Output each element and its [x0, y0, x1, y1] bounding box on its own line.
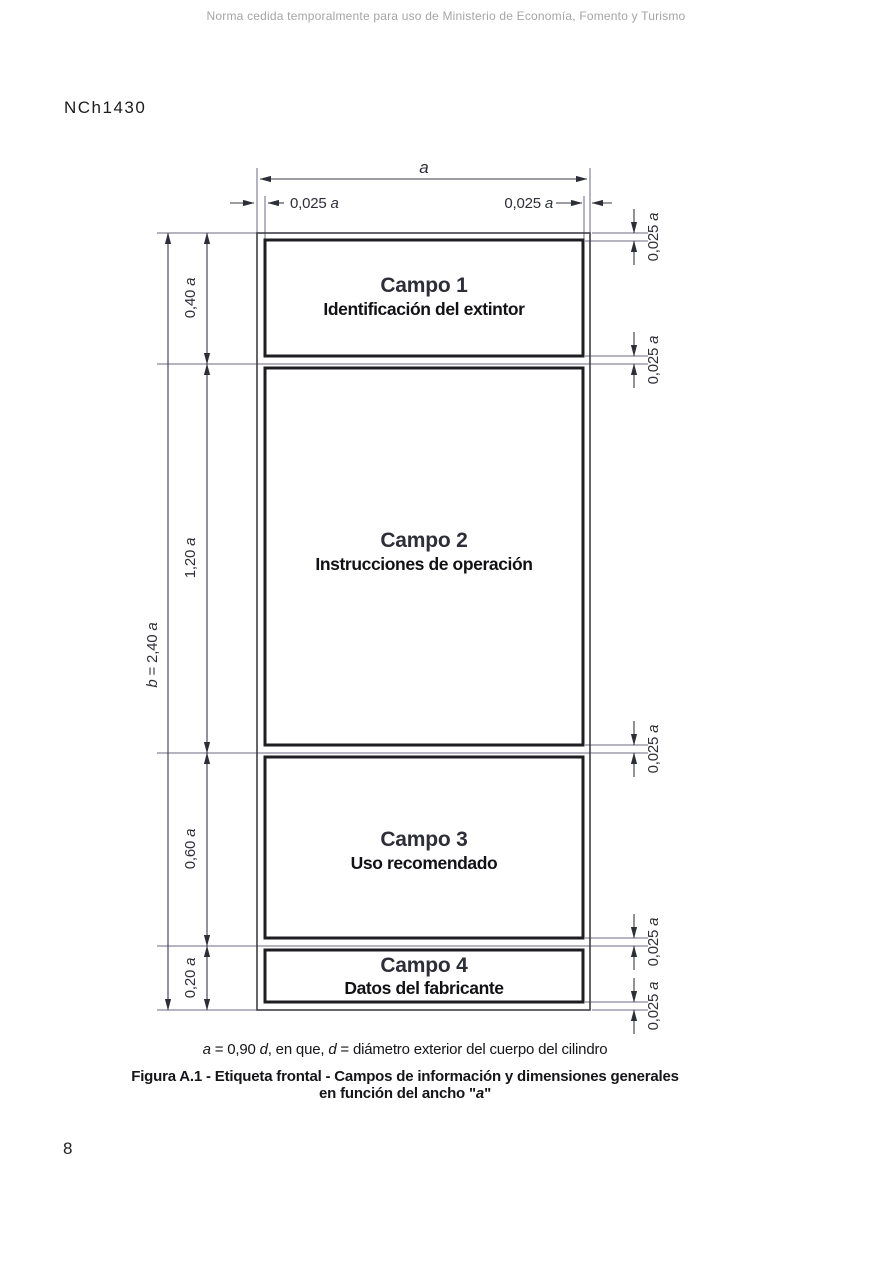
figure-formula: a = 0,90 d, en que, d = diámetro exterior del cuerpo del cilindro [202, 1041, 608, 1058]
field-1-desc: Identificación del extintor [323, 299, 525, 319]
label-outline [257, 233, 590, 1010]
dim-height-campo-4: 0,20 a [182, 957, 199, 999]
figure-caption-block [60, 1041, 750, 1102]
page-number: 8 [63, 1139, 73, 1158]
dim-margin-top-right: 0,025 a [504, 195, 553, 212]
dim-margin-right-3: 0,025 a [645, 724, 662, 774]
dim-margin-right-4: 0,025 a [645, 917, 662, 967]
dim-height-campo-2: 1,20 a [182, 537, 199, 579]
dim-margin-right-5: 0,025 a [645, 981, 662, 1031]
dim-margin-right-1: 0,025 a [645, 212, 662, 262]
field-4-title: Campo 4 [380, 954, 468, 977]
field-3-title: Campo 3 [380, 828, 468, 851]
figure-caption [60, 1068, 750, 1102]
dim-height-campo-3: 0,60 a [182, 828, 199, 870]
field-4-desc: Datos del fabricante [344, 978, 504, 998]
dim-total-height: b = 2,40 a [144, 622, 161, 688]
dim-margin-right-2: 0,025 a [645, 335, 662, 385]
dim-width-a: a [419, 158, 429, 177]
figure-caption-line-1: Figura A.1 - Etiqueta frontal - Campos de información y dimensiones generales [131, 1068, 679, 1085]
standard-code: NCh1430 [64, 98, 147, 117]
figure-caption-line-2: en función del ancho "a" [319, 1085, 491, 1102]
license-notice: Norma cedida temporalmente para uso de Ministerio de Economía, Fomento y Turismo [206, 9, 686, 23]
dim-margin-top-left: 0,025 a [290, 195, 339, 212]
field-1-title: Campo 1 [380, 274, 468, 297]
field-2-title: Campo 2 [380, 529, 468, 552]
dim-height-campo-1: 0,40 a [182, 277, 199, 319]
field-3-desc: Uso recomendado [350, 853, 498, 873]
field-box-campo-1 [265, 240, 583, 356]
field-2-desc: Instrucciones de operación [315, 554, 533, 574]
